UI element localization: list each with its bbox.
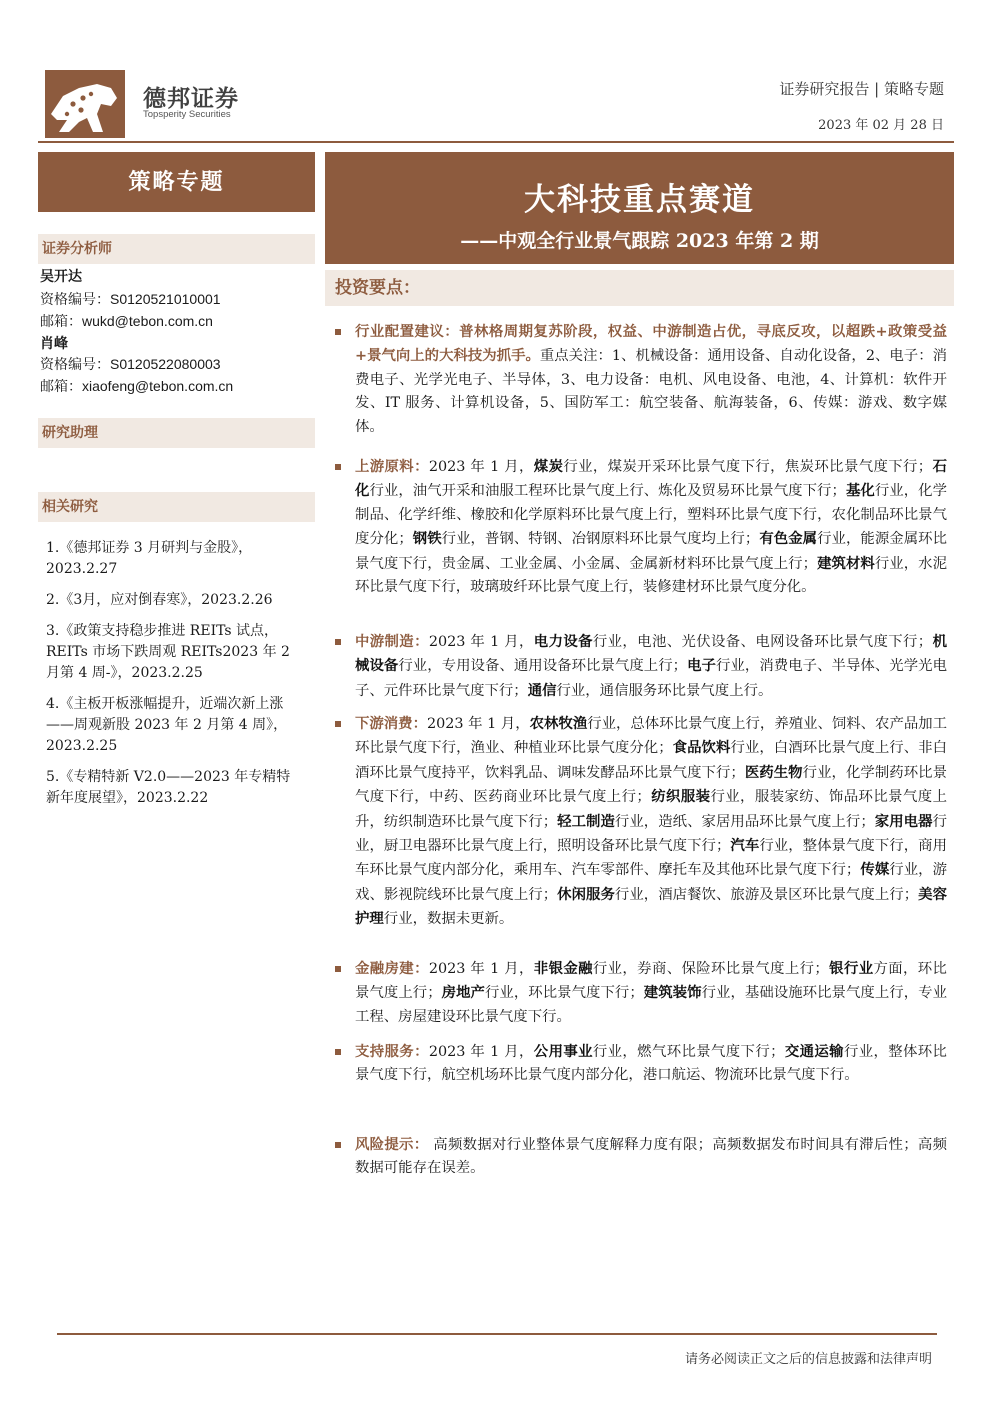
email-label: 邮箱： (40, 314, 82, 330)
point-text: 高频数据对行业整体景气度解释力度有限；高频数据发布时间具有滞后性；高频数据可能存在误差。 (355, 1137, 947, 1177)
industry-keyword: 公用事业 (533, 1043, 593, 1060)
industry-keyword: 煤炭 (533, 458, 564, 475)
point-text: 行业，厨卫电器环比景气度上行，照明设备环比景气度下行； (355, 813, 947, 855)
related-research-item[interactable]: 3.《政策支持稳步推进 REITs 试点，REITs 市场下跌周观 REITs2023 年 2 月第 4 周-》，2023.2.25 (46, 623, 290, 681)
related-research-item[interactable]: 2.《3月，应对倒春寒》，2023.2.26 (46, 592, 273, 608)
point-text: 行业，普钢、特钢、冶钢原料环比景气度均上行； (441, 531, 760, 548)
industry-keyword: 轻工制造 (557, 812, 615, 830)
footer-divider (57, 1333, 937, 1335)
point-text: 行业，造纸、家居用品环比景气度上行； (614, 813, 875, 830)
analyst-name: 肖峰 (40, 336, 68, 352)
related-research-item[interactable]: 4.《主板开板涨幅提升，近端次新上涨——周观新股 2023 年 2 月第 4 周》，2023.2.25 (46, 696, 288, 754)
bullet-icon (335, 329, 341, 335)
point-text: 行业，水泥环比景气度下行，玻璃玻纤环比景气度上行，装修建材环比景气度分化。 (355, 555, 947, 596)
point-text: 行业，消费电子、半导体、光学光电子、元件环比景气度下行； (355, 658, 947, 699)
point-text: 行业，燃气环比景气度下行； (592, 1044, 785, 1060)
industry-keyword: 石化 (355, 458, 947, 500)
cert-label: 资格编号： (40, 292, 110, 308)
analyst-email (40, 311, 213, 331)
key-points-heading: 投资要点： (325, 270, 954, 306)
analyst-cert (40, 354, 221, 374)
industry-keyword: 电力设备 (533, 633, 593, 650)
point-text: 行业，数据未更新。 (383, 911, 514, 928)
point-text: 2023 年 1 月， (428, 634, 534, 650)
key-point-upstream (335, 455, 947, 599)
cert-number: S0120522080003 (110, 356, 221, 372)
industry-keyword: 家用电器 (874, 812, 933, 830)
point-text: 行业，化学制品、化学纤维、橡胶和化学原料环比景气度上行，塑料环比景气度下行，农化制品环比景气度分化； (355, 483, 947, 548)
point-lead: 金融房建： (355, 960, 429, 977)
point-text: 行业，总体环比景气度上行，养殖业、饲料、农产品加工环比景气度下行，渔业、种植业环比景气度分化； (355, 716, 948, 757)
point-text: 行业，券商、保险环比景气度上行； (592, 961, 829, 977)
point-lead: 上游原料： (355, 458, 429, 475)
bullet-icon (335, 464, 341, 470)
analyst-heading: 证券分析师 (38, 234, 315, 264)
key-point-midstream (335, 630, 947, 703)
industry-keyword: 交通运输 (784, 1043, 844, 1060)
point-text: 行业，环比景气度下行； (484, 985, 644, 1002)
industry-keyword: 非银金融 (533, 960, 593, 977)
point-text: 方面，环比景气度上行； (355, 961, 947, 1002)
key-point-downstream (335, 712, 947, 932)
bullet-icon (335, 639, 341, 645)
point-text: 行业，酒店餐饮、旅游及景区环比景气度上行； (614, 886, 919, 903)
key-point-allocation (335, 320, 947, 439)
email-link[interactable]: xiaofeng@tebon.com.cn (82, 378, 234, 394)
bullet-icon (335, 1142, 341, 1148)
cert-label: 资格编号： (40, 357, 110, 373)
industry-keyword: 房地产 (441, 984, 485, 1002)
point-lead: 支持服务： (355, 1043, 429, 1060)
point-text: 行业，整体环比景气度下行，航空机场环比景气度内部分化，港口航运、物流环比景气度下行。 (355, 1044, 947, 1084)
industry-keyword: 通信 (527, 681, 557, 699)
related-research-item[interactable]: 5.《专精特新 V2.0——2023 年专精特新年度展望》，2023.2.22 (46, 769, 291, 806)
point-text: 行业，煤炭开采环比景气度下行，焦炭环比景气度下行； (563, 459, 933, 475)
document-date: 2023 年 02 月 28 日 (818, 118, 944, 133)
point-lead: 风险提示： (355, 1136, 429, 1153)
industry-keyword: 机械设备 (355, 633, 947, 675)
point-text: 行业，整体景气度下行，商用车环比景气度内部分化，乘用车、汽车零部件、摩托车及其他环比景气度下行； (355, 838, 947, 879)
related-research-list (46, 538, 298, 819)
email-label: 邮箱： (40, 379, 82, 395)
industry-keyword: 传媒 (860, 861, 890, 879)
industry-keyword: 纺织服装 (650, 788, 711, 806)
point-text: 行业，电池、光伏设备、电网设备环比景气度下行； (592, 634, 933, 650)
industry-keyword: 美容护理 (355, 885, 947, 928)
document-type: 证券研究报告 | 策略专题 (779, 80, 944, 98)
industry-keyword: 建筑装饰 (643, 984, 702, 1002)
point-text: 行业，白酒环比景气度上行、非白酒环比景气度持平，饮料乳品、调味发酵品环比景气度下行； (355, 740, 947, 781)
industry-keyword: 有色金属 (759, 530, 818, 548)
bullet-icon (335, 721, 341, 727)
footer-disclaimer: 请务必阅读正文之后的信息披露和法律声明 (684, 1352, 932, 1367)
key-point-risk (335, 1133, 947, 1181)
related-research-item[interactable]: 1.《德邦证券 3 月研判与金股》，2023.2.27 (46, 540, 253, 577)
point-text: 2023 年 1 月， (428, 459, 534, 475)
bullet-icon (335, 1049, 341, 1055)
related-research-heading: 相关研究 (38, 492, 315, 522)
point-text: 重点关注：1、机械设备：通用设备、自动化设备，2、电子：消费电子、光学光电子、半导体，3、电力设备：电机、风电设备、电池，4、计算机：软件开发、IT 服务、计算机设备，5、国防军工：航空装备、航海装备，6、传媒：游戏、数字媒体。 (355, 348, 947, 435)
point-text: 行业，游戏、影视院线环比景气度上行； (355, 862, 947, 903)
bullet-icon (335, 966, 341, 972)
key-point-finance-real-estate (335, 957, 947, 1029)
point-text: 2023 年 1 月， (428, 961, 534, 977)
section-banner: 策略专题 (38, 152, 315, 212)
analyst-email (40, 376, 233, 396)
industry-keyword: 钢铁 (412, 530, 442, 548)
analyst-name: 吴开达 (40, 269, 82, 285)
point-lead: 行业配置建议：普林格周期复苏阶段，权益、中游制造占优，寻底反攻，以超跌+政策受益+景气向上的大科技为抓手。 (355, 323, 947, 365)
industry-keyword: 银行业 (828, 960, 874, 977)
key-point-support-services (335, 1040, 947, 1088)
industry-keyword: 建筑材料 (817, 554, 875, 572)
point-text: 行业，专用设备、通用设备环比景气度上行； (398, 658, 688, 675)
analyst-cert (40, 289, 221, 309)
point-text: 行业，油气开采和油服工程环比景气度上行、炼化及贸易环比景气度下行； (369, 483, 846, 500)
industry-keyword: 基化 (845, 482, 875, 500)
point-text: 行业，能源金属环比景气度下行，贵金属、工业金属、小金属、金属新材料环比景气度上行； (355, 531, 947, 572)
industry-keyword: 休闲服务 (557, 885, 615, 903)
brand-name-en: Topsperity Securities (143, 109, 231, 120)
tebon-logo (45, 70, 125, 138)
point-text: 2023 年 1 月， (426, 716, 530, 732)
industry-keyword: 医药生物 (744, 763, 803, 781)
industry-keyword: 食品饮料 (672, 739, 731, 757)
header-divider (38, 141, 954, 143)
point-text: 2023 年 1 月， (428, 1044, 534, 1060)
assistant-heading: 研究助理 (38, 418, 315, 448)
brand-name-cn: 德邦证券 (143, 86, 239, 112)
point-text: 行业，通信服务环比景气度上行。 (556, 682, 773, 699)
point-lead: 中游制造： (355, 633, 429, 650)
industry-keyword: 汽车 (730, 837, 760, 855)
cert-number: S0120521010001 (110, 291, 221, 307)
point-text: 行业，基础设施环比景气度上行，专业工程、房屋建设环比景气度下行。 (355, 985, 947, 1025)
email-link[interactable]: wukd@tebon.com.cn (82, 313, 213, 329)
industry-keyword: 农林牧渔 (529, 715, 588, 732)
point-text: 行业，服装家纺、饰品环比景气度上升，纺织制造环比景气度下行； (355, 789, 947, 830)
industry-keyword: 电子 (687, 657, 716, 675)
point-text: 行业，化学制药环比景气度下行，中药、医药商业环比景气度上行； (355, 764, 947, 806)
report-title: 大科技重点赛道 (524, 182, 755, 218)
report-subtitle: ——中观全行业景气跟踪 2023 年第 2 期 (460, 230, 819, 252)
point-lead: 下游消费： (355, 715, 427, 732)
title-banner (325, 152, 954, 264)
